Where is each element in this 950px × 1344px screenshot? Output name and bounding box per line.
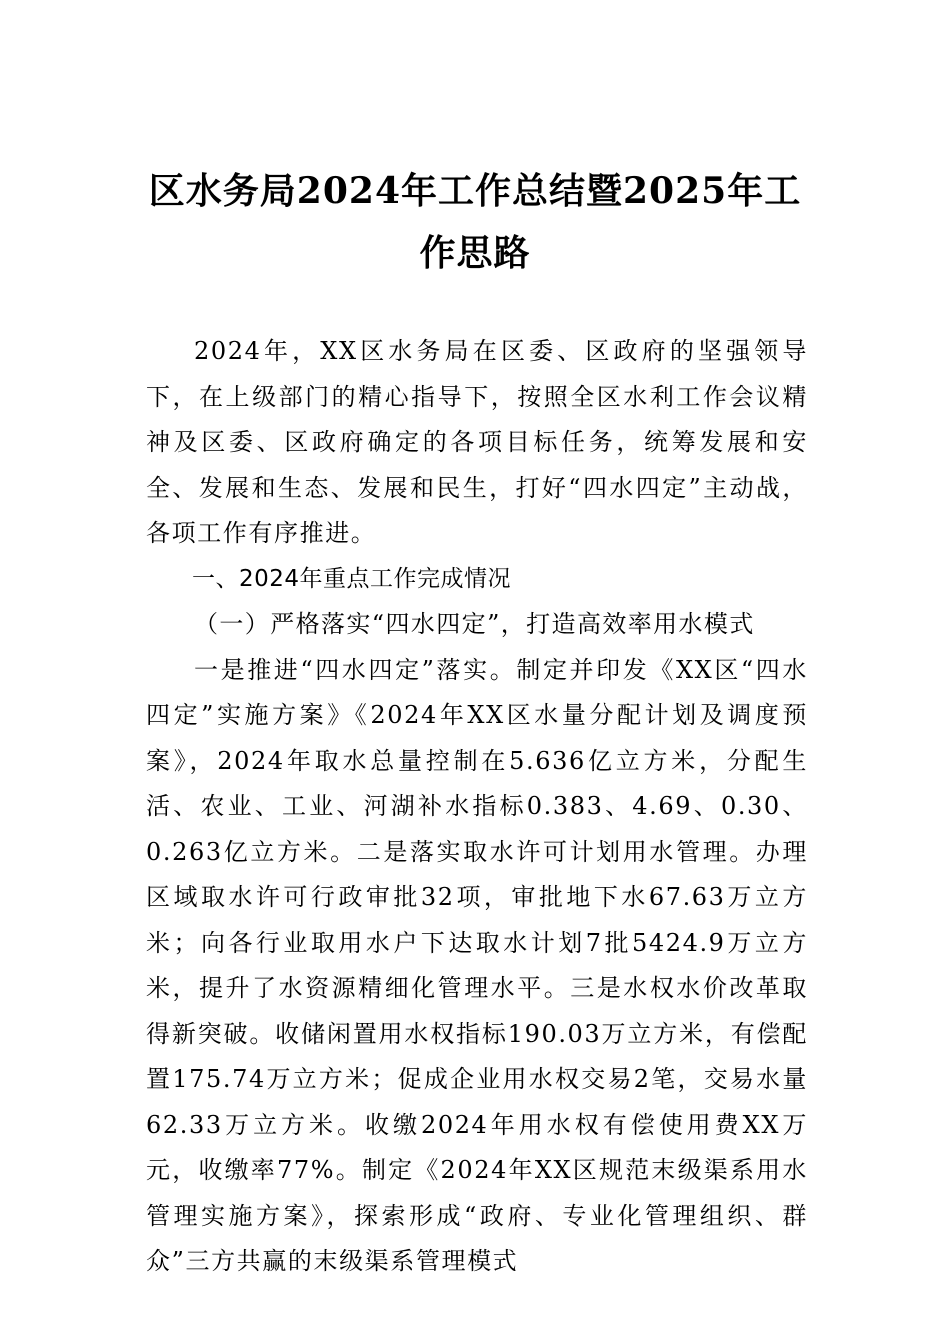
intro-paragraph: 2024年，XX区水务局在区委、区政府的坚强领导下，在上级部门的精心指导下，按照全区水利工作会议精神及区委、区政府确定的各项目标任务，统筹发展和安全、发展和生态、发展和民生，打好“四水四定”主动战，各项工作有序推进。 [146,337,808,547]
section-heading-1: 一、2024年重点工作完成情况 [192,565,512,592]
subsection-heading-1: （一）严格落实“四水四定”，打造高效率用水模式 [194,610,755,638]
document-title: 区水务局2024年工作总结暨2025年工作思路 [148,170,802,274]
document-body [146,329,808,1285]
subsection-body-paragraph: 一是推进“四水四定”落实。制定并印发《XX区“四水四定”实施方案》《2024年XX区水量分配计划及调度预案》，2024年取水总量控制在5.636亿立方米，分配生活、农业、工业、河湖补水指标0.383、4.69、0.30、0.263亿立方米。二是落实取水许可计划用水管理。办理区域取水许可行政审批32项，审批地下水67.63万立方米；向各行业取用水户下达取水计划7批5424.9万立方米，提升了水资源精细化管理水平。三是水权水价改革取得新突破。收储闲置用水权指标190.03万立方米，有偿配置175.74万立方米；促成企业用水权交易2笔，交易水量62.33万立方米。收缴2024年用水权有偿使用费XX万元，收缴率77%。制定《2024年XX区规范末级渠系用水管理实施方案》，探索形成“政府、专业化管理组织、群众”三方共赢的末级渠系管理模式 [146,655,808,1275]
